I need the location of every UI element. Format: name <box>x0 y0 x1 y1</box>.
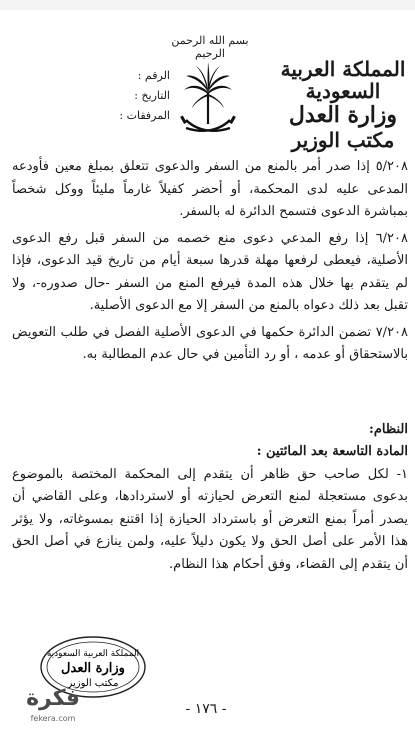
basmala-calligraphy: بسم الله الرحمن الرحيم <box>171 34 249 60</box>
field-number: الرقم : <box>137 69 170 82</box>
article-item <box>12 228 408 318</box>
ministry-letterhead <box>277 58 409 152</box>
article-item <box>12 322 408 367</box>
article-item <box>12 156 408 224</box>
document-body <box>12 156 408 580</box>
ministry-line-ministry: وزارة العدل <box>288 102 398 128</box>
top-edge <box>0 0 415 10</box>
ministry-line-country: المملكة العربية السعودية <box>280 57 406 103</box>
law-label: النظام: <box>369 421 408 437</box>
article-item-text: إذا رفع المدعي دعوى منع خصمه من السفر قبل رفع الدعوى الأصلية، فيعطى لرفعها مهلة قدرها سبعة أيام من تاريخ قيد الدعوى، فإذا لم يتقدم بها خلال هذه المدة فيرفع المنع من السفر -حال صدوره-، ولا تقبل بعد ذلك دعواه بالمنع من السفر إلا مع الدعوى الأصلية. <box>12 230 408 313</box>
article-item-number: ٧/٢٠٨ <box>375 324 409 340</box>
watermark-site: fekera.com <box>30 714 76 723</box>
article-item-text: إذا صدر أمر بالمنع من السفر والدعوى تتعلق بمبلغ معين فأودعه المدعى عليه لدى المحكمة، أو أحضر كفيلاً غارماً مليئاً ووكل شخصاً بمباشرة الدعوى فتسمح الدائرة له بالسفر. <box>12 159 408 219</box>
reference-fields <box>60 66 170 126</box>
stamp-line-office: مكتب الوزير <box>67 678 119 689</box>
article-item-number: ٦/٢٠٨ <box>375 230 408 246</box>
field-date: التاريخ : <box>134 89 170 102</box>
article-item-text: تضمن الدائرة حكمها في الدعوى الأصلية الفصل في طلب التعويض بالاستحقاق أو عدمه ، أو رد التأمين في حال عدم المطالبة به. <box>12 324 408 362</box>
clause-number: ١- <box>396 466 408 482</box>
field-attachments: المرفقات : <box>119 109 170 122</box>
section-gap <box>12 371 408 419</box>
saudi-emblem-icon <box>178 58 238 144</box>
stamp-line-country: المملكة العربية السعودية <box>46 649 140 659</box>
site-watermark <box>4 684 102 736</box>
article-title: المادة التاسعة بعد المائتين : <box>256 444 408 459</box>
clause-text: لكل صاحب حق ظاهر أن يتقدم إلى المحكمة المختصة بالموضوع بدعوى مستعجلة لمنع التعرض لحيازته أو لاستردادها، وعلى القاضي أن يصدر أمراً بمنع التعرض أو باسترداد الحيازة إذا اقتنع بمسوغاته، ولا يؤثر هذا الأمر على أصل الحق ولا يكون دليلاً عليه، ولمن ينازع في أصل الحق أن يتقدم إلى القضاء، وفق أحكام هذا النظام. <box>12 466 408 572</box>
article-item-number: ٥/٢٠٨ <box>375 159 408 174</box>
ministry-line-office: مكتب الوزير <box>291 128 395 152</box>
clause <box>12 464 408 577</box>
stamp-line-ministry: وزارة العدل <box>61 661 125 676</box>
watermark-logo: فكرة <box>26 686 80 711</box>
page-number: - ١٧٦ - <box>185 701 227 717</box>
